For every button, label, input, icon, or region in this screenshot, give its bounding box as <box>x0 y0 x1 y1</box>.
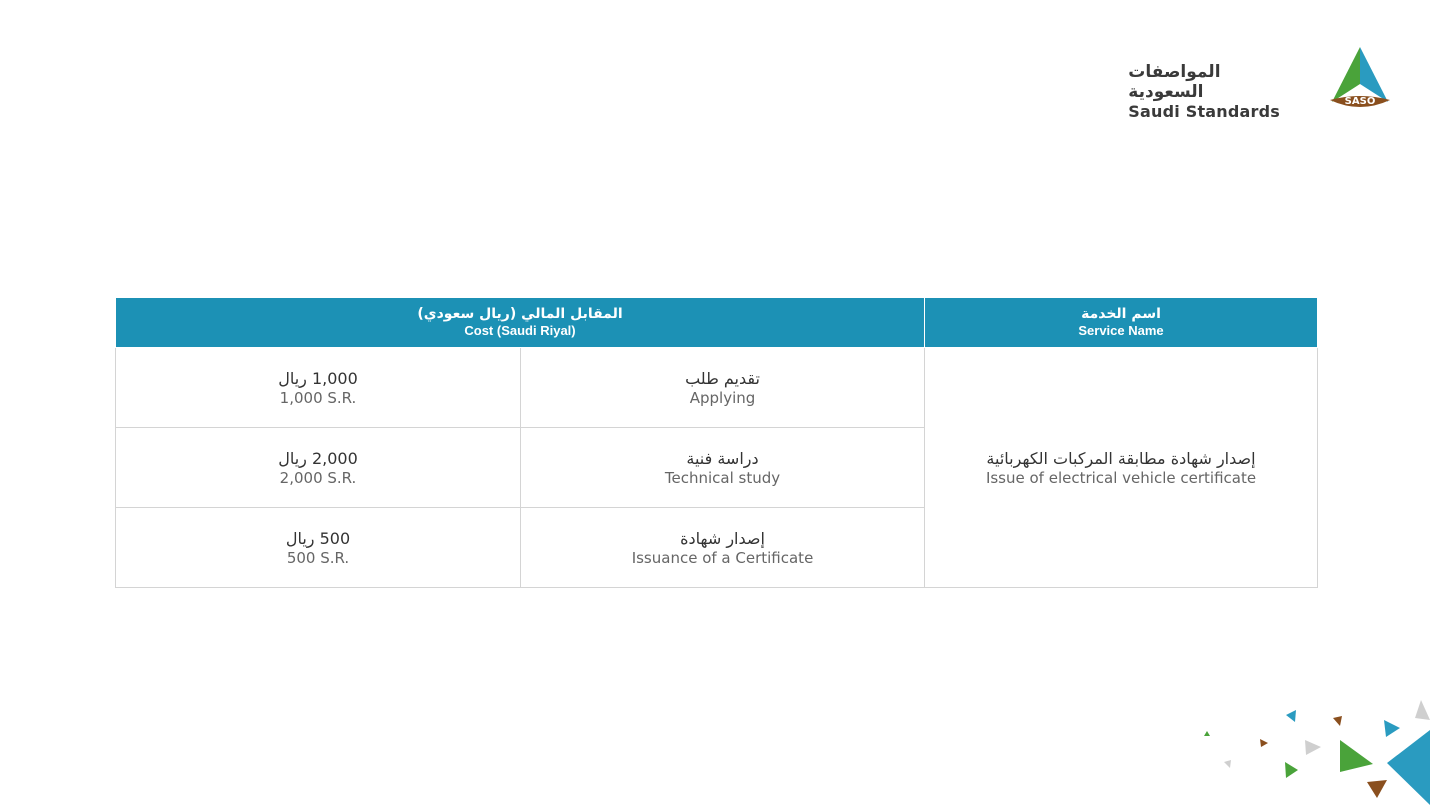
fees-table <box>115 297 1318 588</box>
table-header-row <box>116 298 1318 348</box>
step-cell <box>521 348 925 428</box>
saso-triangle-icon <box>1326 44 1392 110</box>
cost-header <box>116 298 925 348</box>
logo-text <box>1128 62 1280 122</box>
triangles-pattern-icon <box>1190 690 1430 805</box>
cost-ar: 2,000 ريال <box>278 448 358 468</box>
step-ar: دراسة فنية <box>686 448 759 468</box>
service-header-ar: اسم الخدمة <box>1081 306 1161 322</box>
step-cell <box>521 508 925 588</box>
step-cell <box>521 428 925 508</box>
cost-en: 2,000 S.R. <box>279 468 357 487</box>
logo-english-name: Saudi Standards <box>1128 102 1280 121</box>
step-en: Technical study <box>664 468 781 487</box>
service-name-cell <box>925 348 1318 588</box>
service-header <box>925 298 1318 348</box>
cost-cell <box>116 428 521 508</box>
cost-en: 1,000 S.R. <box>279 388 357 407</box>
service-header-en: Service Name <box>1078 323 1164 338</box>
saso-logo <box>1128 44 1392 121</box>
logo-badge-text: SASO <box>1344 96 1376 107</box>
cost-ar: 1,000 ريال <box>278 368 358 388</box>
service-name-en: Issue of electrical vehicle certificate <box>985 468 1257 487</box>
step-en: Issuance of a Certificate <box>631 548 814 567</box>
cost-ar: 500 ريال <box>285 528 351 548</box>
cost-cell <box>116 508 521 588</box>
step-en: Applying <box>689 388 756 407</box>
table-row <box>116 348 1318 428</box>
cost-en: 500 S.R. <box>286 548 350 567</box>
logo-arabic-name: المواصفات السعودية <box>1128 62 1221 102</box>
cost-header-en: Cost (Saudi Riyal) <box>464 323 576 338</box>
step-ar: إصدار شهادة <box>680 528 765 548</box>
service-name-ar: إصدار شهادة مطابقة المركبات الكهربائية <box>986 448 1256 468</box>
cost-header-ar: المقابل المالي (ريال سعودي) <box>417 306 623 322</box>
cost-cell <box>116 348 521 428</box>
step-ar: تقديم طلب <box>685 368 760 388</box>
